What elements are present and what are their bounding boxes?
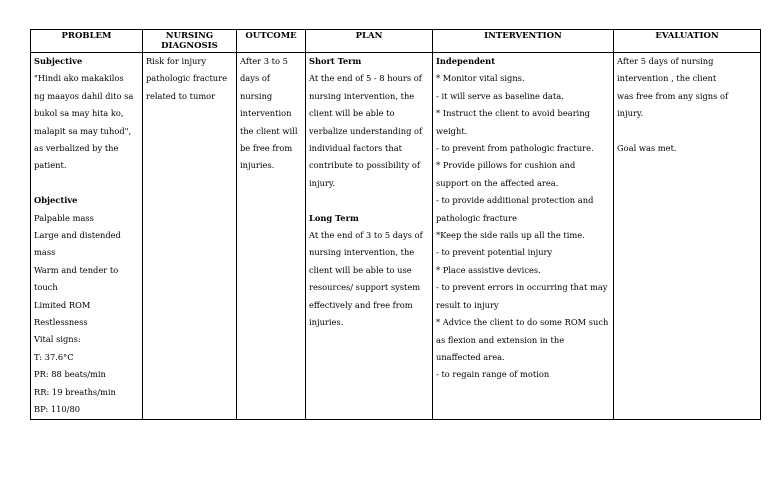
spacer bbox=[34, 175, 139, 192]
objective-line: Warm and tender to bbox=[34, 264, 119, 275]
intervention-line: * Advice the client to do some ROM such bbox=[436, 317, 609, 328]
diagnosis-line: Risk for injury bbox=[146, 56, 207, 66]
header-diagnosis-line-1: NURSING bbox=[165, 31, 214, 41]
long-term-line: effectively and free from bbox=[309, 299, 413, 310]
long-term-line: injuries. bbox=[309, 317, 344, 328]
subjective-heading: Subjective bbox=[34, 56, 83, 66]
intervention-line: unaffected area. bbox=[436, 351, 505, 362]
long-term-line: resources/ support system bbox=[309, 282, 421, 293]
long-term-heading: Long Term bbox=[309, 212, 359, 223]
outcome-cell bbox=[237, 53, 306, 420]
header-outcome: OUTCOME bbox=[237, 30, 306, 53]
short-term-line: client will be able to bbox=[309, 108, 395, 119]
outcome-line: be free from bbox=[240, 143, 293, 154]
evaluation-line: injury. bbox=[617, 108, 644, 119]
independent-heading: Independent bbox=[436, 56, 496, 66]
objective-line: mass bbox=[34, 247, 56, 258]
intervention-line: as flexion and extension in the bbox=[436, 334, 565, 345]
objective-line: BP: 110/80 bbox=[34, 404, 81, 415]
outcome-line: nursing bbox=[240, 90, 273, 101]
intervention-line: * Place assistive devices. bbox=[436, 264, 541, 275]
short-term-line: verbalize understanding of bbox=[309, 125, 423, 136]
intervention-line: - to regain range of motion bbox=[436, 369, 550, 380]
subjective-line: bukol sa may hita ko, bbox=[34, 108, 124, 119]
outcome-line: the client will bbox=[240, 125, 298, 136]
outcome-line: injuries. bbox=[240, 160, 275, 171]
intervention-line: - it will serve as baseline data. bbox=[436, 90, 564, 101]
short-term-line: At the end of 5 - 8 hours of bbox=[309, 73, 422, 84]
header-plan: PLAN bbox=[306, 30, 433, 53]
objective-line: Large and distended bbox=[34, 230, 121, 241]
diagnosis-line: pathologic fracture bbox=[146, 73, 228, 84]
header-nursing-diagnosis bbox=[143, 30, 237, 53]
intervention-line: * Monitor vital signs. bbox=[436, 73, 525, 84]
plan-cell bbox=[306, 53, 433, 420]
intervention-line: - to prevent potential injury bbox=[436, 247, 553, 258]
subjective-line: as verbalized by the bbox=[34, 143, 119, 154]
spacer bbox=[309, 192, 429, 209]
intervention-line: * Instruct the client to avoid bearing bbox=[436, 108, 590, 119]
objective-line: Vital signs: bbox=[34, 334, 81, 345]
spacer bbox=[617, 123, 757, 140]
intervention-line: result to injury bbox=[436, 299, 499, 310]
evaluation-line: was free from any signs of bbox=[617, 90, 729, 101]
intervention-line: *Keep the side rails up all the time. bbox=[436, 230, 585, 241]
subjective-line: "Hindi ako makakilos bbox=[34, 73, 124, 84]
objective-line: Palpable mass bbox=[34, 212, 94, 223]
subjective-line: ng maayos dahil dito sa bbox=[34, 90, 134, 101]
objective-line: touch bbox=[34, 282, 58, 293]
intervention-cell bbox=[433, 53, 614, 420]
header-diagnosis-line-2: DIAGNOSIS bbox=[161, 41, 218, 51]
intervention-line: - to prevent errors in occurring that may bbox=[436, 282, 608, 293]
objective-line: T: 37.6°C bbox=[34, 351, 74, 362]
objective-line: PR: 88 beats/min bbox=[34, 369, 106, 380]
short-term-line: individual factors that bbox=[309, 143, 403, 154]
long-term-line: At the end of 3 to 5 days of bbox=[309, 230, 423, 241]
intervention-line: * Provide pillows for cushion and bbox=[436, 160, 576, 171]
header-evaluation: EVALUATION bbox=[614, 30, 761, 53]
objective-line: Limited ROM bbox=[34, 299, 91, 310]
objective-line: RR: 19 breaths/min bbox=[34, 386, 116, 397]
subjective-line: patient. bbox=[34, 160, 67, 171]
intervention-line: - to prevent from pathologic fracture. bbox=[436, 143, 594, 154]
short-term-line: contribute to possibility of bbox=[309, 160, 420, 171]
long-term-line: nursing intervention, the bbox=[309, 247, 415, 258]
long-term-line: client will be able to use bbox=[309, 264, 412, 275]
intervention-line: - to provide additional protection and bbox=[436, 195, 594, 206]
outcome-line: intervention bbox=[240, 108, 292, 119]
objective-heading: Objective bbox=[34, 195, 78, 206]
problem-cell bbox=[31, 53, 143, 420]
diagnosis-cell bbox=[143, 53, 237, 420]
evaluation-conclusion: Goal was met. bbox=[617, 143, 677, 154]
nursing-care-plan-table bbox=[30, 29, 761, 420]
outcome-line: After 3 to 5 bbox=[240, 56, 288, 66]
short-term-heading: Short Term bbox=[309, 56, 362, 66]
evaluation-cell bbox=[614, 53, 761, 420]
short-term-line: injury. bbox=[309, 177, 336, 188]
header-row bbox=[31, 30, 761, 53]
intervention-line: support on the affected area. bbox=[436, 177, 559, 188]
intervention-line: pathologic fracture bbox=[436, 212, 518, 223]
outcome-line: days of bbox=[240, 73, 270, 84]
evaluation-line: intervention , the client bbox=[617, 73, 717, 84]
objective-line: Restlessness bbox=[34, 317, 88, 328]
intervention-line: weight. bbox=[436, 125, 468, 136]
evaluation-line: After 5 days of nursing bbox=[617, 56, 714, 66]
subjective-line: malapit sa may tuhod", bbox=[34, 125, 132, 136]
diagnosis-line: related to tumor bbox=[146, 90, 216, 101]
header-problem: PROBLEM bbox=[31, 30, 143, 53]
short-term-line: nursing intervention, the bbox=[309, 90, 415, 101]
care-plan-row bbox=[31, 53, 761, 420]
header-intervention: INTERVENTION bbox=[433, 30, 614, 53]
